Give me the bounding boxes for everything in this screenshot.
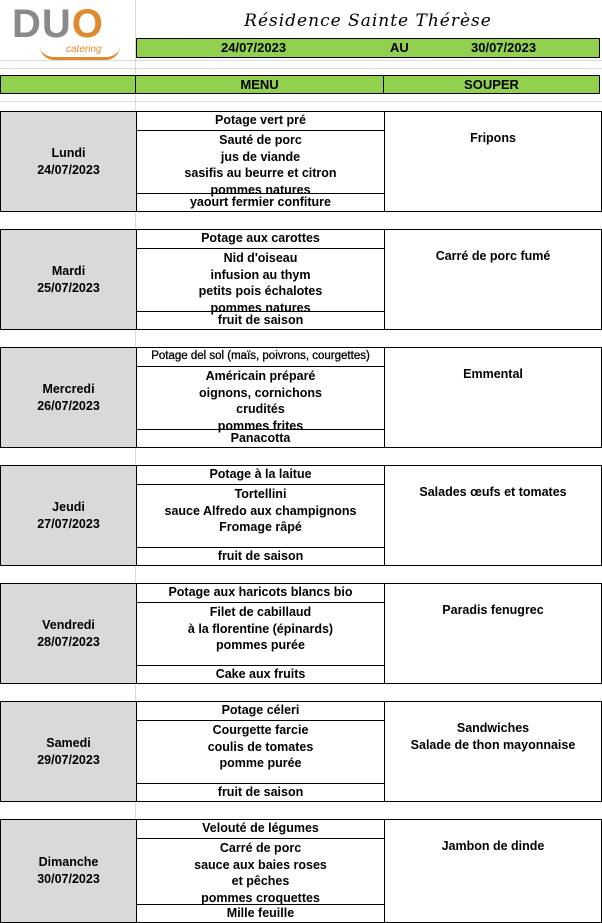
menu-cell [137,348,385,447]
main-course [137,722,384,772]
day-name: Lundi [51,145,86,160]
day-cell [1,348,137,447]
day-date: 28/07/2023 [37,634,100,649]
main-course [137,250,384,316]
day-name: Vendredi [42,617,95,632]
main-course-line: Sauté de porc [219,133,302,147]
date-separator: AU [390,40,409,55]
main-course-line: et pêches [231,874,290,888]
header-menu: MENU [135,75,384,94]
day-block [0,583,602,684]
main-course-line: pommes purée [216,638,305,652]
menu-cell [137,584,385,683]
souper-cell [385,248,601,265]
souper-line: Emmental [463,367,523,381]
day-name: Samedi [46,735,91,750]
main-course-line: jus de viande [220,149,301,164]
day-cell [1,584,137,683]
main-course [137,604,384,654]
day-date: 26/07/2023 [37,398,100,413]
gridline [0,60,602,61]
date-to: 30/07/2023 [471,40,537,55]
header-souper: SOUPER [383,75,600,94]
souper-line: Salade de thon mayonnaise [410,738,576,752]
day-block [0,229,602,330]
souper-cell [385,484,601,501]
main-course-line: Américain préparé [205,369,316,383]
main-course-line: oignons, cornichons [199,385,322,400]
main-course [137,132,384,198]
dessert-item: fruit de saison [137,311,384,329]
main-course-line: infusion au thym [210,267,311,282]
souper-cell [385,720,601,754]
dessert-item: Cake aux fruits [137,665,384,683]
soup-item: Potage aux haricots blancs bio [137,584,384,603]
day-block [0,111,602,212]
date-from: 24/07/2023 [221,40,287,55]
day-cell [1,112,137,211]
main-course-line: petits pois échalotes [198,284,323,298]
day-block [0,465,602,566]
main-course [137,486,384,536]
logo-wordmark: DUO [12,2,104,46]
main-course-line: pomme purée [219,756,302,770]
day-block [0,701,602,802]
menu-cell [137,820,385,922]
main-course-line: pommes natures [210,182,311,197]
main-course-line: crudités [236,402,285,416]
soup-item: Potage aux carottes [137,230,384,249]
day-cell [1,702,137,801]
dessert-item: yaourt fermier confiture [137,193,384,211]
main-course [137,368,384,434]
day-date: 24/07/2023 [37,162,100,177]
souper-line: Carré de porc fumé [435,249,551,263]
day-name: Mercredi [42,381,95,396]
main-course-line: coulis de tomates [207,739,314,754]
main-course-line: Carré de porc [219,841,302,855]
souper-cell [385,366,601,383]
dessert-item: fruit de saison [137,547,384,565]
day-name: Jeudi [52,499,85,514]
souper-line: Paradis fenugrec [442,603,544,617]
residence-title: Résidence Sainte Thérèse [244,11,492,31]
souper-line: Salades œufs et tomates [419,485,567,499]
day-date: 30/07/2023 [37,872,100,886]
date-range-bar [136,38,600,58]
day-name: Mardi [51,263,86,278]
menu-cell [137,112,385,211]
day-date: 27/07/2023 [37,516,100,531]
main-course-line: sasifis au beurre et citron [184,166,337,180]
header-blank [0,75,136,94]
main-course-line: sauce Alfredo aux champignons [164,503,357,518]
dessert-item: Mille feuille [137,904,384,922]
soup-item: Potage à la laitue [137,466,384,485]
soup-item: Potage del sol (maïs, poivrons, courgettes) [137,348,384,367]
souper-line: Jambon de dinde [441,839,545,853]
souper-cell [385,130,601,147]
gridline [0,68,602,69]
day-date: 29/07/2023 [37,752,100,767]
main-course-line: pommes frites [217,418,304,433]
main-course-line: Tortellini [234,487,287,501]
main-course-line: Filet de cabillaud [209,605,312,619]
main-course-line: Courgette farcie [212,723,309,737]
duo-catering-logo [10,2,125,60]
souper-cell [385,602,601,619]
main-course-line: Fromage râpé [219,520,302,534]
day-date: 25/07/2023 [37,280,100,295]
soup-item: Potage vert pré [137,112,384,131]
dessert-item: fruit de saison [137,783,384,801]
souper-line: Sandwiches [456,721,530,735]
main-course-line: Nid d'oiseau [223,251,298,265]
logo-subtitle: catering [66,44,102,55]
main-course-line: pommes natures [210,300,311,315]
souper-line: Fripons [470,131,516,145]
main-course-line: pommes croquettes [201,890,320,905]
soup-item: Potage céleri [137,702,384,721]
menu-cell [137,466,385,565]
menu-cell [137,702,385,801]
day-block [0,819,602,923]
souper-cell [385,838,601,855]
gridline [0,101,602,102]
dessert-item: Panacotta [137,429,384,447]
main-course-line: sauce aux baies roses [194,857,327,872]
day-cell [1,820,137,922]
day-block [0,347,602,448]
main-course [137,840,384,906]
day-name: Dimanche [38,855,99,869]
soup-item: Velouté de légumes [137,820,384,839]
menu-cell [137,230,385,329]
day-cell [1,230,137,329]
day-cell [1,466,137,565]
main-course-line: à la florentine (épinards) [187,621,334,636]
